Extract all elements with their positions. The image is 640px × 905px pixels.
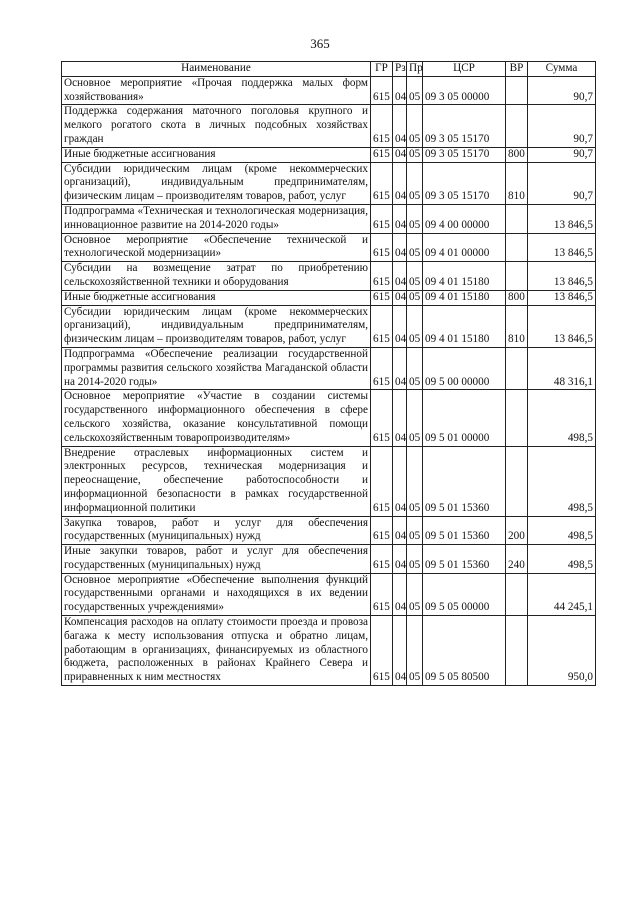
- cell-pr: 05: [407, 516, 423, 545]
- cell-csr: 09 4 01 15180: [423, 290, 506, 305]
- cell-rz: 04: [393, 105, 407, 147]
- cell-sum: 13 846,5: [528, 290, 596, 305]
- cell-csr: 09 5 00 00000: [423, 347, 506, 389]
- cell-rz: 04: [393, 162, 407, 204]
- cell-name: Подпрограмма «Обеспечение реализации государственной программы развития сельского хозяйства Магаданской области на 2014-2020 годы»: [62, 347, 371, 389]
- cell-sum: 90,7: [528, 162, 596, 204]
- cell-rz: 04: [393, 446, 407, 516]
- cell-name: Субсидии на возмещение затрат по приобретению сельскохозяйственной техники и оборудования: [62, 262, 371, 291]
- cell-gr: 615: [371, 147, 393, 162]
- cell-gr: 615: [371, 516, 393, 545]
- table-row: [62, 262, 596, 291]
- cell-sum: 90,7: [528, 147, 596, 162]
- header-name: Наименование: [62, 62, 371, 77]
- cell-csr: 09 3 05 15170: [423, 162, 506, 204]
- table-row: [62, 390, 596, 446]
- cell-rz: 04: [393, 290, 407, 305]
- header-pr: Пр: [407, 62, 423, 77]
- table-row: [62, 233, 596, 262]
- cell-pr: 05: [407, 233, 423, 262]
- cell-csr: 09 5 05 00000: [423, 573, 506, 615]
- cell-name: Иные закупки товаров, работ и услуг для обеспечения государственных (муниципальных) нужд: [62, 545, 371, 574]
- cell-name: Иные бюджетные ассигнования: [62, 147, 371, 162]
- table-row: [62, 446, 596, 516]
- cell-vr: [506, 105, 528, 147]
- cell-rz: 04: [393, 262, 407, 291]
- cell-rz: 04: [393, 573, 407, 615]
- table-row: [62, 516, 596, 545]
- cell-rz: 04: [393, 147, 407, 162]
- cell-gr: 615: [371, 390, 393, 446]
- cell-rz: 04: [393, 616, 407, 686]
- cell-pr: 05: [407, 262, 423, 291]
- cell-name: Субсидии юридическим лицам (кроме некоммерческих организаций), индивидуальным предпринимателям, физическим лицам – производителям товаров, работ, услуг: [62, 305, 371, 347]
- header-sum: Сумма: [528, 62, 596, 77]
- cell-sum: 90,7: [528, 76, 596, 105]
- table-row: [62, 105, 596, 147]
- table-row: [62, 616, 596, 686]
- cell-gr: 615: [371, 347, 393, 389]
- cell-pr: 05: [407, 204, 423, 233]
- cell-name: Поддержка содержания маточного поголовья крупного и мелкого рогатого скота в личных подсобных хозяйствах граждан: [62, 105, 371, 147]
- cell-vr: [506, 616, 528, 686]
- cell-sum: 498,5: [528, 390, 596, 446]
- cell-pr: 05: [407, 347, 423, 389]
- cell-gr: 615: [371, 305, 393, 347]
- table-row: [62, 545, 596, 574]
- header-rz: Рз: [393, 62, 407, 77]
- page-number: 365: [310, 36, 330, 51]
- cell-gr: 615: [371, 76, 393, 105]
- cell-csr: 09 3 05 15170: [423, 105, 506, 147]
- cell-csr: 09 5 01 15360: [423, 545, 506, 574]
- cell-pr: 05: [407, 290, 423, 305]
- cell-pr: 05: [407, 105, 423, 147]
- cell-csr: 09 4 00 00000: [423, 204, 506, 233]
- cell-rz: 04: [393, 305, 407, 347]
- cell-vr: [506, 262, 528, 291]
- cell-sum: 48 316,1: [528, 347, 596, 389]
- cell-csr: 09 5 05 80500: [423, 616, 506, 686]
- table-row: [62, 147, 596, 162]
- cell-csr: 09 3 05 00000: [423, 76, 506, 105]
- cell-sum: 13 846,5: [528, 305, 596, 347]
- cell-name: Основное мероприятие «Обеспечение выполнения функций государственными органами и находящихся в их ведении государственных учреждениями»: [62, 573, 371, 615]
- cell-pr: 05: [407, 162, 423, 204]
- cell-rz: 04: [393, 516, 407, 545]
- cell-pr: 05: [407, 76, 423, 105]
- cell-vr: [506, 390, 528, 446]
- cell-name: Компенсация расходов на оплату стоимости проезда и провоза багажа к месту использования отпуска и обратно лицам, работающим в организациях, финансируемых из областного бюджета, расположенных в районах Крайнего Севера и приравненных к ним местностях: [62, 616, 371, 686]
- cell-name: Подпрограмма «Техническая и технологическая модернизация, инновационное развитие на 2014-2020 годы»: [62, 204, 371, 233]
- cell-name: Субсидии юридическим лицам (кроме некоммерческих организаций), индивидуальным предпринимателям, физическим лицам – производителям товаров, работ, услуг: [62, 162, 371, 204]
- cell-sum: 13 846,5: [528, 262, 596, 291]
- cell-csr: 09 5 01 15360: [423, 516, 506, 545]
- cell-sum: 90,7: [528, 105, 596, 147]
- cell-rz: 04: [393, 545, 407, 574]
- cell-vr: 810: [506, 162, 528, 204]
- cell-sum: 498,5: [528, 545, 596, 574]
- table-row: [62, 305, 596, 347]
- table-row: [62, 347, 596, 389]
- cell-pr: 05: [407, 573, 423, 615]
- cell-sum: 13 846,5: [528, 233, 596, 262]
- table-row: [62, 573, 596, 615]
- cell-pr: 05: [407, 446, 423, 516]
- cell-pr: 05: [407, 545, 423, 574]
- header-gr: ГР: [371, 62, 393, 77]
- cell-vr: 800: [506, 147, 528, 162]
- cell-name: Основное мероприятие «Обеспечение технической и технологической модернизации»: [62, 233, 371, 262]
- cell-vr: [506, 204, 528, 233]
- budget-table: [61, 61, 596, 686]
- cell-sum: 13 846,5: [528, 204, 596, 233]
- table-row: [62, 290, 596, 305]
- table-row: [62, 162, 596, 204]
- cell-gr: 615: [371, 162, 393, 204]
- cell-name: Внедрение отраслевых информационных систем и электронных ресурсов, техническая модернизация и переоснащение, обеспечение работоспособности и информационной безопасности в рамках государственной информационной политики: [62, 446, 371, 516]
- cell-rz: 04: [393, 347, 407, 389]
- cell-rz: 04: [393, 390, 407, 446]
- cell-csr: 09 4 01 15180: [423, 262, 506, 291]
- cell-csr: 09 4 01 00000: [423, 233, 506, 262]
- cell-sum: 498,5: [528, 446, 596, 516]
- table-row: [62, 76, 596, 105]
- cell-sum: 498,5: [528, 516, 596, 545]
- cell-vr: [506, 347, 528, 389]
- cell-vr: [506, 446, 528, 516]
- cell-rz: 04: [393, 233, 407, 262]
- header-vr: ВР: [506, 62, 528, 77]
- cell-vr: [506, 76, 528, 105]
- cell-vr: 810: [506, 305, 528, 347]
- table-header-row: [62, 62, 596, 77]
- cell-csr: 09 4 01 15180: [423, 305, 506, 347]
- cell-pr: 05: [407, 616, 423, 686]
- cell-pr: 05: [407, 147, 423, 162]
- cell-gr: 615: [371, 545, 393, 574]
- cell-vr: [506, 233, 528, 262]
- cell-sum: 44 245,1: [528, 573, 596, 615]
- cell-pr: 05: [407, 305, 423, 347]
- cell-gr: 615: [371, 105, 393, 147]
- cell-gr: 615: [371, 204, 393, 233]
- cell-vr: [506, 573, 528, 615]
- table-body: [62, 76, 596, 685]
- cell-name: Основное мероприятие «Прочая поддержка малых форм хозяйствования»: [62, 76, 371, 105]
- cell-name: Закупка товаров, работ и услуг для обеспечения государственных (муниципальных) нужд: [62, 516, 371, 545]
- header-csr: ЦСР: [423, 62, 506, 77]
- cell-vr: 240: [506, 545, 528, 574]
- cell-gr: 615: [371, 290, 393, 305]
- cell-csr: 09 3 05 15170: [423, 147, 506, 162]
- cell-gr: 615: [371, 233, 393, 262]
- cell-name: Иные бюджетные ассигнования: [62, 290, 371, 305]
- cell-rz: 04: [393, 204, 407, 233]
- cell-csr: 09 5 01 00000: [423, 390, 506, 446]
- cell-rz: 04: [393, 76, 407, 105]
- cell-gr: 615: [371, 446, 393, 516]
- cell-gr: 615: [371, 573, 393, 615]
- cell-csr: 09 5 01 15360: [423, 446, 506, 516]
- cell-gr: 615: [371, 262, 393, 291]
- cell-vr: 200: [506, 516, 528, 545]
- cell-name: Основное мероприятие «Участие в создании системы государственного информационного обеспечения в сфере сельского хозяйства, оказание консультативной помощи сельскохозяйственным товаропроизводителям»: [62, 390, 371, 446]
- table-row: [62, 204, 596, 233]
- cell-sum: 950,0: [528, 616, 596, 686]
- cell-vr: 800: [506, 290, 528, 305]
- cell-gr: 615: [371, 616, 393, 686]
- cell-pr: 05: [407, 390, 423, 446]
